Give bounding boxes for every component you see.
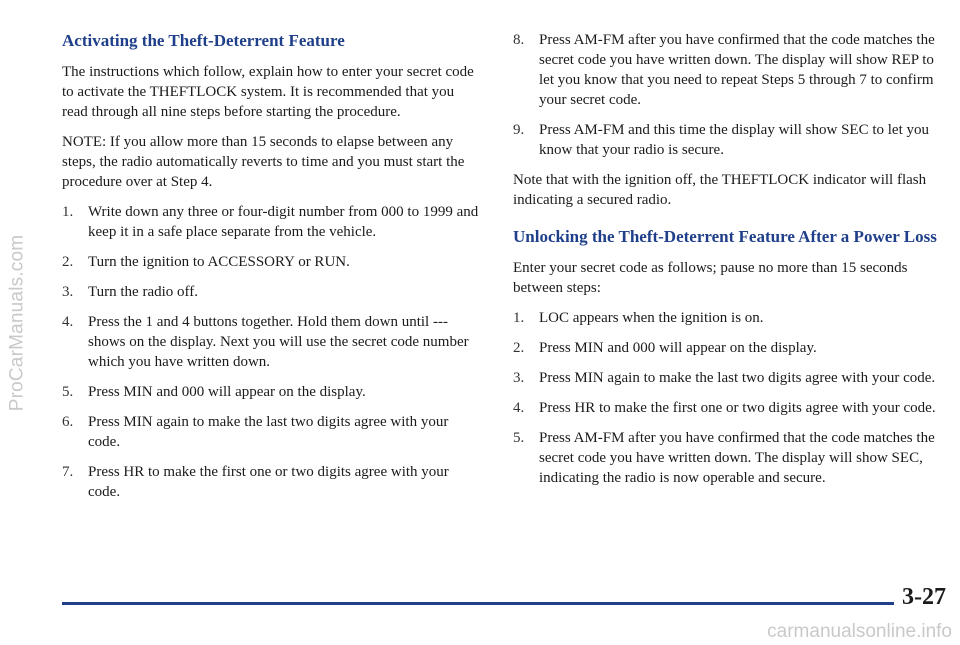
step-number: 2. <box>62 254 74 270</box>
list-item <box>62 382 482 402</box>
step-number: 5. <box>513 430 525 446</box>
intro-paragraph: The instructions which follow, explain how to enter your secret code to activate the THEFTLOCK system. It is recommended that you read through all nine steps before starting the procedure. <box>62 64 474 120</box>
step-number: 8. <box>513 32 525 48</box>
note-paragraph: NOTE: If you allow more than 15 seconds to elapse between any steps, the radio automatically reverts to time and you must start the procedure over at Step 4. <box>62 134 465 190</box>
list-item <box>62 202 482 242</box>
list-item <box>513 398 943 418</box>
step-number: 3. <box>513 370 525 386</box>
bottom-watermark: carmanualsonline.info <box>767 621 952 642</box>
step-text: Press MIN again to make the last two digits agree with your code. <box>539 370 936 386</box>
unlock-intro: Enter your secret code as follows; pause no more than 15 seconds between steps: <box>513 260 908 296</box>
step-text: Press HR to make the first one or two digits agree with your code. <box>539 400 936 416</box>
step-text: Turn the radio off. <box>88 284 198 300</box>
page-number: 3-27 <box>902 584 946 610</box>
step-text: Press MIN again to make the last two digits agree with your code. <box>88 414 449 450</box>
list-item <box>513 338 943 358</box>
step-number: 2. <box>513 340 525 356</box>
step-text: Press AM-FM and this time the display will show SEC to let you know that your radio is secure. <box>539 122 930 158</box>
step-text: Press MIN and 000 will appear on the display. <box>88 384 366 400</box>
step-number: 1. <box>513 310 525 326</box>
step-number: 9. <box>513 122 525 138</box>
right-column <box>513 30 943 498</box>
step-number: 3. <box>62 284 74 300</box>
step-number: 5. <box>62 384 74 400</box>
side-watermark <box>2 0 32 645</box>
step-number: 7. <box>62 464 74 480</box>
list-item <box>62 312 482 372</box>
list-item <box>62 462 482 502</box>
step-text: Press HR to make the first one or two digits agree with your code. <box>88 464 449 500</box>
activation-steps-list <box>62 202 482 502</box>
side-watermark-text: ProCarManuals.com <box>6 234 28 411</box>
left-column <box>62 30 482 512</box>
activation-steps-continued <box>513 30 943 160</box>
step-number: 4. <box>513 400 525 416</box>
list-item <box>513 368 943 388</box>
list-item <box>62 412 482 452</box>
step-text: Press AM-FM after you have confirmed that the code matches the secret code you have written down. The display will show SEC, indicating the radio is now operable and secure. <box>539 430 935 486</box>
step-number: 4. <box>62 314 74 330</box>
unlock-steps-list <box>513 308 943 488</box>
theftlock-note: Note that with the ignition off, the THEFTLOCK indicator will flash indicating a secured radio. <box>513 172 927 208</box>
step-text: Press AM-FM after you have confirmed that the code matches the secret code you have written down. The display will show REP to let you know that you need to repeat Steps 5 through 7 to confirm your secret code. <box>539 32 935 108</box>
unlocking-heading: Unlocking the Theft-Deterrent Feature After a Power Loss <box>513 227 937 246</box>
step-number: 1. <box>62 204 74 220</box>
step-text: Write down any three or four-digit number from 000 to 1999 and keep it in a safe place separate from the vehicle. <box>88 204 479 240</box>
step-text: LOC appears when the ignition is on. <box>539 310 764 326</box>
step-number: 6. <box>62 414 74 430</box>
step-text: Turn the ignition to ACCESSORY or RUN. <box>88 254 350 270</box>
list-item <box>62 282 482 302</box>
list-item <box>513 428 943 488</box>
step-text: Press the 1 and 4 buttons together. Hold them down until --- shows on the display. Next you will use the secret code number which you have written down. <box>88 314 469 370</box>
activating-heading: Activating the Theft-Deterrent Feature <box>62 31 345 50</box>
footer-rule <box>62 602 894 605</box>
step-text: Press MIN and 000 will appear on the display. <box>539 340 817 356</box>
list-item <box>513 30 943 110</box>
list-item <box>62 252 482 272</box>
list-item <box>513 308 943 328</box>
list-item <box>513 120 943 160</box>
